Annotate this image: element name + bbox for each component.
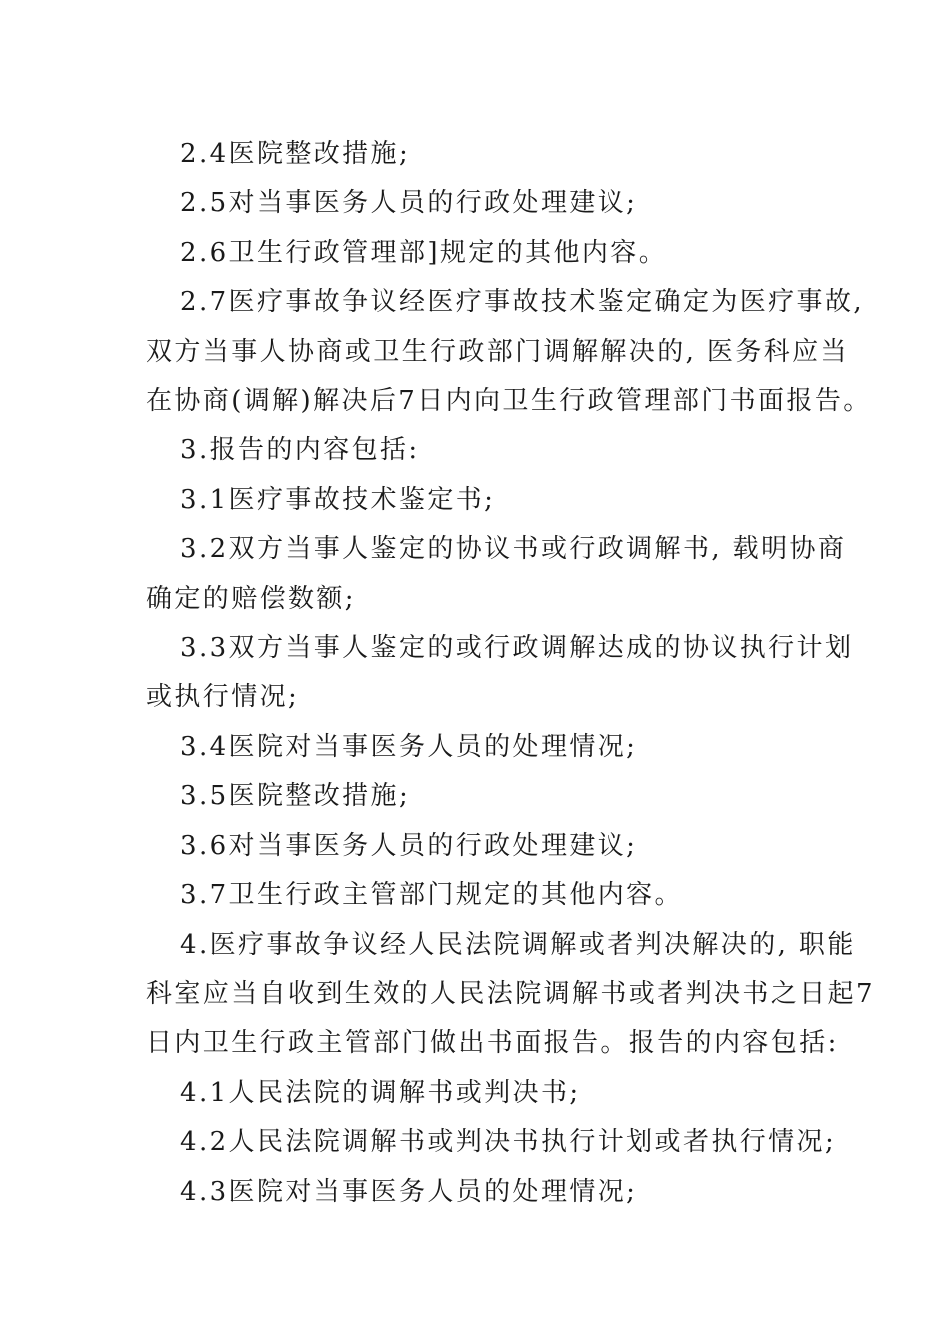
paragraph-line: 3.4医院对当事医务人员的处理情况; <box>180 731 638 762</box>
paragraph-3-5 <box>146 772 816 821</box>
paragraph-3-3 <box>146 624 854 723</box>
paragraph-line: 2.6卫生行政管理部]规定的其他内容。 <box>180 237 668 268</box>
paragraph-line: 2.4医院整改措施; <box>180 139 411 169</box>
paragraph-line: 3.6对当事医务人员的行政处理建议; <box>180 830 638 861</box>
paragraph-line: 双方当事人协商或卫生行政部门调解解决的, 医务科应当 <box>146 336 849 367</box>
paragraph-line: 4.2人民法院调解书或判决书执行计划或者执行情况; <box>180 1127 837 1158</box>
paragraph-line: 4.1人民法院的调解书或判决书; <box>180 1077 581 1108</box>
paragraph-2-5 <box>146 179 816 228</box>
paragraph-line: 3.7卫生行政主管部门规定的其他内容。 <box>180 880 683 911</box>
paragraph-3-2 <box>146 525 847 624</box>
paragraph-4-1 <box>146 1069 816 1118</box>
paragraph-line: 3.5医院整改措施; <box>180 781 411 812</box>
paragraph-3 <box>146 426 816 475</box>
paragraph-line: 在协商(调解)解决后7日内向卫生行政管理部门书面报告。 <box>146 386 872 417</box>
paragraph-2-6 <box>146 229 816 278</box>
paragraph-line: 4.医疗事故争议经人民法院调解或者判决解决的, 职能 <box>180 929 856 960</box>
paragraph-line: 2.7医疗事故争议经医疗事故技术鉴定确定为医疗事故, <box>180 287 865 318</box>
paragraph-line: 日内卫生行政主管部门做出书面报告。报告的内容包括: <box>146 1028 839 1059</box>
paragraph-4-2 <box>146 1118 837 1167</box>
paragraph-line: 3.3双方当事人鉴定的或行政调解达成的协议执行计划 <box>180 633 854 664</box>
paragraph-line: 3.报告的内容包括: <box>180 435 420 466</box>
paragraph-line: 4.3医院对当事医务人员的处理情况; <box>180 1176 638 1207</box>
paragraph-line: 或执行情况; <box>146 682 300 713</box>
paragraph-line: 科室应当自收到生效的人民法院调解书或者判决书之日起7 <box>146 978 875 1009</box>
paragraph-line: 2.5对当事医务人员的行政处理建议; <box>180 188 638 219</box>
paragraph-3-6 <box>146 822 816 871</box>
paragraph-line: 确定的赔偿数额; <box>146 583 356 614</box>
paragraph-line: 3.1医疗事故技术鉴定书; <box>180 484 496 515</box>
paragraph-4-3 <box>146 1168 816 1217</box>
document-body <box>146 130 875 1217</box>
paragraph-3-1 <box>146 476 816 525</box>
paragraph-3-4 <box>146 723 816 772</box>
paragraph-2-7 <box>146 278 872 426</box>
paragraph-line: 3.2双方当事人鉴定的协议书或行政调解书, 载明协商 <box>180 534 847 565</box>
paragraph-3-7 <box>146 871 816 920</box>
paragraph-4 <box>146 921 875 1069</box>
paragraph-2-4 <box>146 130 816 179</box>
